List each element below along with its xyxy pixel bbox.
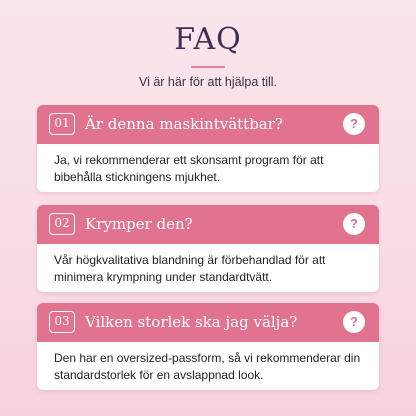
question-icon[interactable]: ? <box>343 311 365 333</box>
title-divider <box>191 66 225 68</box>
faq-item-1-header[interactable] <box>37 105 379 144</box>
faq-item-2-answer: Vår högkvalitativa blandning är förbehandlad för att minimera krympning under standardtvätt. <box>54 253 326 284</box>
faq-item-3[interactable] <box>37 303 379 390</box>
faq-item-1[interactable] <box>37 105 379 192</box>
question-icon[interactable]: ? <box>343 213 365 235</box>
page-title: FAQ <box>174 22 242 57</box>
faq-item-1-answer: Ja, vi rekommenderar ett skonsamt program för att bibehålla stickningens mjukhet. <box>54 153 324 184</box>
faq-item-2-question: Krymper den? <box>85 215 193 233</box>
page-subtitle: Vi är här för att hjälpa till. <box>138 75 278 89</box>
faq-item-1-number: 01 <box>49 113 75 135</box>
faq-item-2-number: 02 <box>49 213 75 235</box>
faq-item-3-question: Vilken storlek ska jag välja? <box>85 313 298 331</box>
question-icon[interactable]: ? <box>343 113 365 135</box>
faq-item-3-answer: Den har en oversized-passform, så vi rekommenderar din standardstorlek för en avslappnad look. <box>54 351 361 382</box>
faq-item-3-header[interactable] <box>37 303 379 342</box>
faq-item-2-header[interactable] <box>37 205 379 244</box>
faq-item-3-number: 03 <box>49 311 75 333</box>
faq-item-2[interactable] <box>37 205 379 292</box>
faq-item-1-question: Är denna maskintvättbar? <box>85 115 283 133</box>
